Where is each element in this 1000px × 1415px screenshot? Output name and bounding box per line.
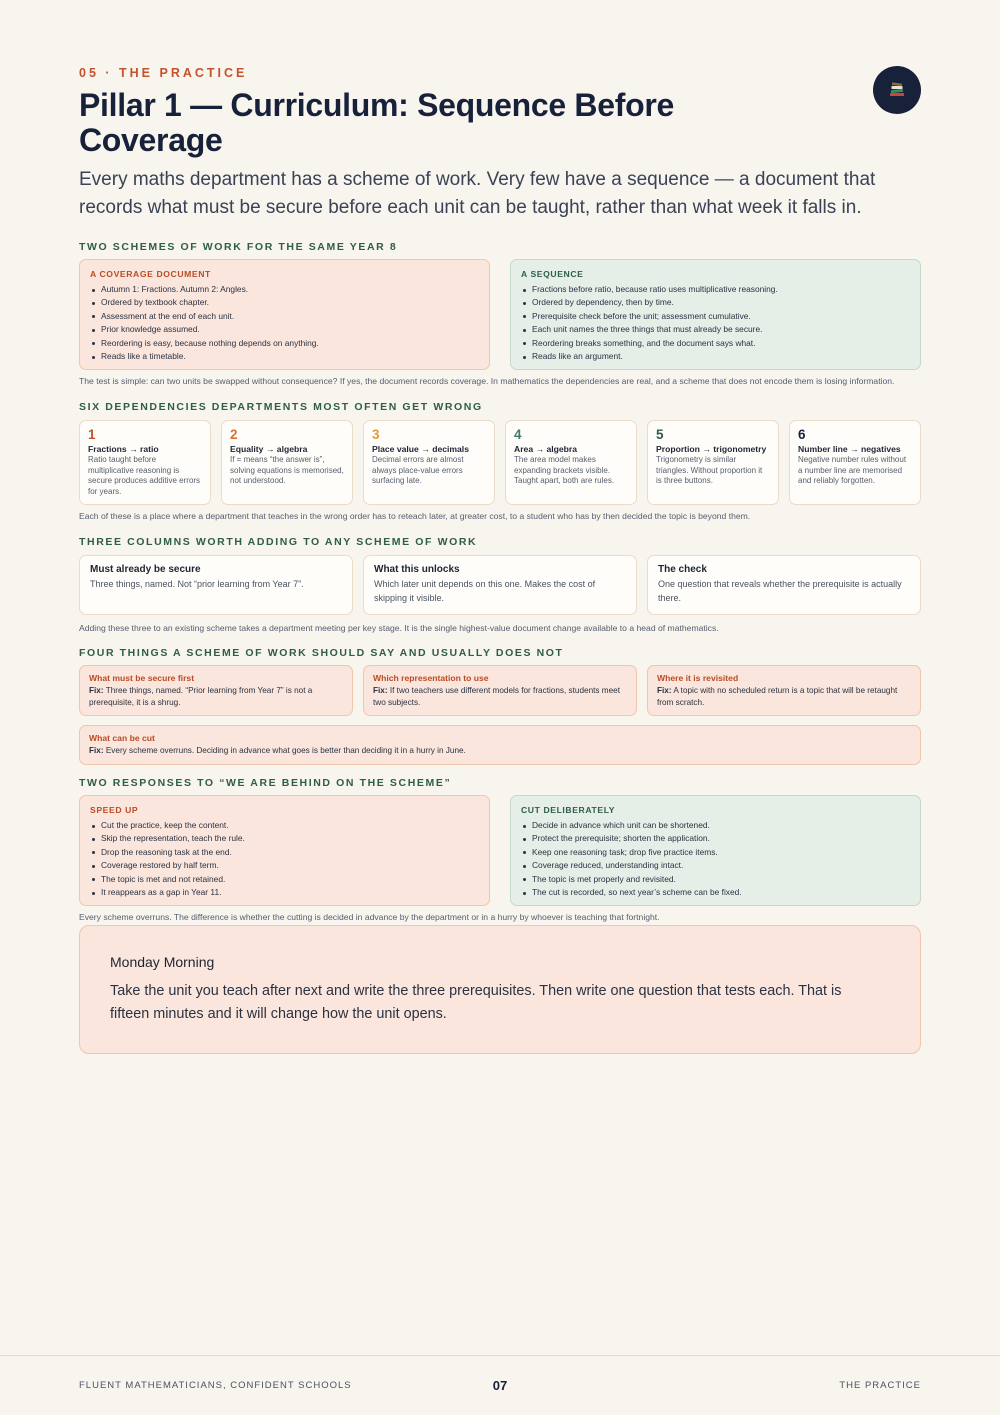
- column-card: [647, 555, 921, 615]
- dependency-card: [221, 420, 353, 505]
- column-card: [363, 555, 637, 615]
- cut-deliberately-title: CUT DELIBERATELY: [521, 805, 616, 815]
- column-title: The check: [658, 564, 707, 575]
- list-item: Each unit names the three things that must already be secure.: [521, 323, 910, 336]
- fix-text: A topic with no scheduled return is a topic that will be retaught from scratch.: [657, 686, 898, 707]
- page-title: Pillar 1 — Curriculum: Sequence Before Coverage: [79, 87, 674, 158]
- fix-cards-row: [79, 665, 921, 716]
- columns-caption: Adding these three to an existing scheme takes a department meeting per key stage. It is the single highest-value document change available to a head of mathematics.: [79, 623, 719, 633]
- fix-label: Fix:: [373, 686, 388, 695]
- list-item: Prior knowledge assumed.: [90, 323, 479, 336]
- callout-title: Monday Morning: [110, 954, 215, 970]
- list-item: Drop the reasoning task at the end.: [90, 846, 479, 859]
- dependency-desc: Trigonometry is similar triangles. Without proportion it is three buttons.: [656, 455, 763, 486]
- responses-caption: Every scheme overruns. The difference is whether the cutting is decided in advance by the department or in a hurry by whoever is teaching that fortnight.: [79, 912, 660, 922]
- fix-title: Where it is revisited: [657, 673, 739, 683]
- schemes-heading: TWO SCHEMES OF WORK FOR THE SAME YEAR 8: [79, 241, 398, 253]
- list-item: Ordered by textbook chapter.: [90, 296, 479, 309]
- dependencies-heading: SIX DEPENDENCIES DEPARTMENTS MOST OFTEN GET WRONG: [79, 401, 483, 413]
- page-footer: [0, 1355, 1000, 1415]
- fix-label: Fix:: [89, 686, 104, 695]
- list-item: Assessment at the end of each unit.: [90, 310, 479, 323]
- column-desc: Which later unit depends on this one. Makes the cost of skipping it visible.: [374, 579, 596, 603]
- list-item: It reappears as a gap in Year 11.: [90, 886, 479, 899]
- list-item: Cut the practice, keep the content.: [90, 819, 479, 832]
- coverage-title: A COVERAGE DOCUMENT: [90, 269, 211, 279]
- columns-heading: THREE COLUMNS WORTH ADDING TO ANY SCHEME OF WORK: [79, 536, 478, 548]
- dependency-cards: [79, 420, 921, 505]
- dependency-number: 4: [514, 427, 522, 442]
- fix-card: [363, 665, 637, 716]
- list-item: Ordered by dependency, then by time.: [521, 296, 910, 309]
- column-desc: One question that reveals whether the prerequisite is actually there.: [658, 579, 902, 603]
- dependency-desc: Ratio taught before multiplicative reasoning is secure produces additive errors for years.: [88, 455, 201, 496]
- fix-text: Every scheme overruns. Deciding in advance what goes is better than deciding it in a hurry in June.: [105, 746, 466, 755]
- sequence-panel: [510, 259, 921, 370]
- fix-text: If two teachers use different models for fractions, students meet two subjects.: [373, 686, 620, 707]
- dependency-number: 5: [656, 427, 664, 442]
- page-number: 07: [492, 1378, 508, 1393]
- fix-title: What must be secure first: [89, 673, 195, 683]
- list-item: Reordering is easy, because nothing depends on anything.: [90, 337, 479, 350]
- dependencies-caption: Each of these is a place where a department that teaches in the wrong order has to reteach later, at greater cost, to a student who has by then decided the topic is beyond them.: [79, 511, 751, 521]
- schemes-compare: [79, 259, 921, 370]
- list-item: Reads like a timetable.: [90, 350, 479, 363]
- list-item: The topic is met properly and revisited.: [521, 873, 910, 886]
- dependency-number: 2: [230, 427, 238, 442]
- list-item: The topic is met and not retained.: [90, 873, 479, 886]
- dependency-number: 6: [798, 427, 806, 442]
- dependency-card: [647, 420, 779, 505]
- dependency-desc: If = means “the answer is”, solving equations is memorised, not understood.: [230, 455, 344, 486]
- column-title: Must already be secure: [90, 564, 201, 575]
- dependency-card: [789, 420, 921, 505]
- column-desc: Three things, named. Not “prior learning from Year 7”.: [90, 579, 304, 589]
- fix-text: Three things, named. “Prior learning from Year 7” is not a prerequisite, it is a shrug.: [89, 686, 313, 707]
- fix-label: Fix:: [89, 746, 104, 755]
- dependency-title: Proportion → trigonometry: [656, 444, 767, 454]
- sequence-title: A SEQUENCE: [521, 269, 584, 279]
- dependency-title: Place value → decimals: [372, 444, 469, 454]
- responses-compare: [79, 795, 921, 906]
- lede-paragraph: Every maths department has a scheme of work. Very few have a sequence — a document that records what must be secure before each unit can be taught, rather than what week it falls in.: [79, 169, 876, 218]
- list-item: Prerequisite check before the unit; assessment cumulative.: [521, 310, 910, 323]
- callout-text: Take the unit you teach after next and write the three prerequisites. Then write one question that tests each. That is fifteen minutes and it will change how the unit opens.: [110, 983, 842, 1022]
- cut-deliberately-panel: [510, 795, 921, 906]
- footer-right: THE PRACTICE: [839, 1380, 921, 1391]
- dependency-card: [505, 420, 637, 505]
- dependency-card: [79, 420, 211, 505]
- list-item: Decide in advance which unit can be shortened.: [521, 819, 910, 832]
- speed-up-title: SPEED UP: [90, 805, 139, 815]
- coverage-panel: [79, 259, 490, 370]
- list-item: Fractions before ratio, because ratio uses multiplicative reasoning.: [521, 283, 910, 296]
- list-item: Autumn 1: Fractions. Autumn 2: Angles.: [90, 283, 479, 296]
- column-title: What this unlocks: [374, 564, 460, 575]
- list-item: Reordering breaks something, and the document says what.: [521, 337, 910, 350]
- fix-cards-row: [79, 725, 921, 765]
- dependency-number: 1: [88, 427, 96, 442]
- dependency-number: 3: [372, 427, 380, 442]
- fix-card: [79, 665, 353, 716]
- list-item: Reads like an argument.: [521, 350, 910, 363]
- fix-card: [647, 665, 921, 716]
- fix-title: Which representation to use: [373, 673, 489, 683]
- list-item: Coverage reduced, understanding intact.: [521, 859, 910, 872]
- dependency-title: Number line → negatives: [798, 444, 901, 454]
- schemes-caption: The test is simple: can two units be swapped without consequence? If yes, the document records coverage. In mathematics the dependencies are real, and a scheme that does not encode them is losing information.: [79, 376, 895, 386]
- footer-left: FLUENT MATHEMATICIANS, CONFIDENT SCHOOLS: [79, 1380, 352, 1391]
- books-icon: [873, 66, 921, 114]
- column-cards: [79, 555, 921, 615]
- four-things-heading: FOUR THINGS A SCHEME OF WORK SHOULD SAY AND USUALLY DOES NOT: [79, 647, 564, 659]
- responses-heading: TWO RESPONSES TO “WE ARE BEHIND ON THE SCHEME”: [79, 777, 452, 789]
- dependency-desc: Negative number rules without a number line are memorised and reliably forgotten.: [798, 455, 907, 486]
- dependency-desc: Decimal errors are almost always place-value errors surfacing late.: [372, 455, 464, 486]
- list-item: Keep one reasoning task; drop five practice items.: [521, 846, 910, 859]
- column-card: [79, 555, 353, 615]
- list-item: Protect the prerequisite; shorten the application.: [521, 832, 910, 845]
- dependency-card: [363, 420, 495, 505]
- list-item: Skip the representation, teach the rule.: [90, 832, 479, 845]
- fix-label: Fix:: [657, 686, 672, 695]
- section-eyebrow: 05 · THE PRACTICE: [79, 66, 248, 80]
- list-item: The cut is recorded, so next year’s scheme can be fixed.: [521, 886, 910, 899]
- dependency-desc: The area model makes expanding brackets visible. Taught apart, both are rules.: [514, 455, 615, 486]
- dependency-title: Area → algebra: [514, 444, 578, 454]
- list-item: Coverage restored by half term.: [90, 859, 479, 872]
- monday-morning-callout: [79, 925, 921, 1054]
- speed-up-panel: [79, 795, 490, 906]
- dependency-title: Equality → algebra: [230, 444, 308, 454]
- dependency-title: Fractions → ratio: [88, 444, 159, 454]
- fix-title: What can be cut: [89, 733, 155, 743]
- fix-card: [79, 725, 921, 765]
- page-content: [79, 66, 921, 1054]
